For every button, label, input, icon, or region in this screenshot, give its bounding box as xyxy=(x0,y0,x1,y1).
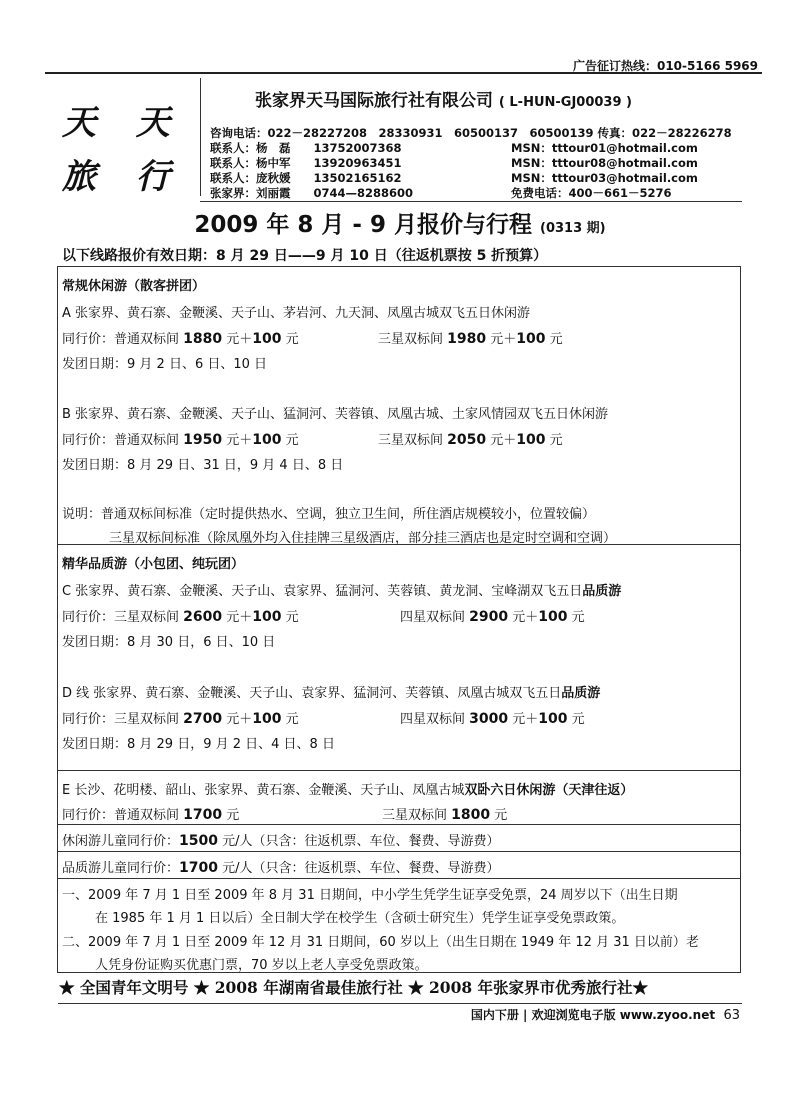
route-e-price xyxy=(62,804,239,823)
price-unit: 元 xyxy=(545,433,563,448)
price-unit: 元 xyxy=(567,712,585,727)
title-text: 2009 年 8 月 - 9 月报价与行程 xyxy=(194,212,532,238)
route-c-price-2 xyxy=(400,606,585,625)
price-unit: 元 xyxy=(545,332,563,347)
child-price-premium xyxy=(62,857,500,876)
price-extra: 100 xyxy=(252,432,282,448)
logo-line-2: 旅 行 xyxy=(62,157,184,197)
contact-person-3: 联系人：庞秋媛 13502165162 xyxy=(210,171,402,185)
price-unit: 元 xyxy=(490,808,508,823)
note-2-line-1: 二、2009 年 7 月 1 日至 2009 年 12 月 31 日期间，60 岁以上（出生日期在 1949 年 12 月 31 日以前）老 xyxy=(62,935,699,950)
top-rule xyxy=(45,72,762,74)
price-label: 同行价：三星双标间 xyxy=(62,610,184,625)
route-c-dates: 发团日期：8 月 30 日，6 日、10 日 xyxy=(62,635,276,650)
price-label: 三星双标间 xyxy=(382,808,452,823)
route-d-dates: 发团日期：8 月 29 日，9 月 2 日、4 日、8 日 xyxy=(62,737,335,752)
price-unit: 元＋ xyxy=(222,332,253,347)
route-e-price-2 xyxy=(382,804,507,823)
price-label: 同行价：普通双标间 xyxy=(62,808,184,823)
price-label: 同行价：普通双标间 xyxy=(62,332,184,347)
price-extra: 100 xyxy=(538,609,568,625)
route-a-price-2 xyxy=(378,328,563,347)
price-extra: 100 xyxy=(252,331,282,347)
price-unit: 元＋ xyxy=(222,712,253,727)
route-a-price xyxy=(62,328,299,347)
route-text: E 长沙、花明楼、韶山、张家界、黄石寨、金鞭溪、天子山、凤凰古城 xyxy=(62,783,465,798)
premium-title: 精华品质游（小包团、纯玩团） xyxy=(62,557,245,572)
route-type: 双卧六日休闲游（天津往返） xyxy=(464,783,634,798)
footer-rule xyxy=(58,1003,742,1004)
price-value: 2700 xyxy=(183,711,223,727)
route-c-desc xyxy=(62,580,621,599)
price-unit: 元 xyxy=(281,433,299,448)
route-b-desc: B 张家界、黄石寨、金鞭溪、天子山、猛洞河、芙蓉镇、凤凰古城、土家风情园双飞五日休闲游 xyxy=(62,407,609,422)
price-label: 四星双标间 xyxy=(400,712,470,727)
license-code: ( L-HUN-GJ00039 ) xyxy=(498,95,632,110)
price-label: 同行价：普通双标间 xyxy=(62,433,184,448)
child-price-leisure xyxy=(62,830,500,849)
page-title xyxy=(0,206,800,239)
price-unit: 元＋ xyxy=(222,610,253,625)
price-unit: 元＋ xyxy=(486,332,517,347)
contact-person-2: 联系人：杨中军 13920963451 xyxy=(210,156,402,170)
price-unit: 元 xyxy=(281,712,299,727)
price-unit: 元＋ xyxy=(222,433,253,448)
logo xyxy=(62,96,187,204)
page-info-text: 国内下册 | 欢迎浏览电子版 www.zyoo.net xyxy=(470,1008,716,1022)
child-price-value: 1500 xyxy=(179,833,218,849)
logo-divider xyxy=(200,78,201,196)
page-number: 63 xyxy=(723,1008,740,1023)
honors-banner: ★ 全国青年文明号 ★ 2008 年湖南省最佳旅行社 ★ 2008 年张家界市优秀旅行社★ xyxy=(59,978,649,997)
child-price-value: 1700 xyxy=(179,860,218,876)
route-e-desc xyxy=(62,779,633,798)
price-extra: 100 xyxy=(516,432,546,448)
route-d-desc xyxy=(62,682,600,701)
price-value: 1880 xyxy=(183,331,223,347)
route-text: D 线 张家界、黄石寨、金鞭溪、天子山、袁家界、猛洞河、芙蓉镇、凤凰古城双飞五日 xyxy=(62,686,562,701)
child-price-note: 元/人（只含：往返机票、车位、餐费、导游费） xyxy=(217,861,500,876)
price-unit: 元＋ xyxy=(508,712,539,727)
price-label: 三星双标间 xyxy=(378,332,448,347)
price-unit: 元＋ xyxy=(486,433,517,448)
price-value: 2050 xyxy=(447,432,487,448)
explain-three-star: 三星双标间标准（除凤凰外均入住挂牌三星级酒店，部分挂三酒店也是定时空调和空调） xyxy=(109,531,617,546)
child-price-note: 元/人（只含：往返机票、车位、餐费、导游费） xyxy=(217,834,500,849)
route-type: 品质游 xyxy=(561,686,601,701)
price-extra: 100 xyxy=(538,711,568,727)
price-value: 2600 xyxy=(183,609,223,625)
explain-standard: 说明：普通双标间标准（定时提供热水、空调，独立卫生间，所住酒店规模较小，位置较偏） xyxy=(62,507,596,522)
route-a-desc: A 张家界、黄石寨、金鞭溪、天子山、茅岩河、九天洞、凤凰古城双飞五日休闲游 xyxy=(62,306,531,321)
route-b-price-2 xyxy=(378,429,563,448)
route-text: C 张家界、黄石寨、金鞭溪、天子山、袁家界、猛洞河、芙蓉镇、黄龙洞、宝峰湖双飞五日 xyxy=(62,584,583,599)
route-b-dates: 发团日期：8 月 29 日、31 日，9 月 4 日、8 日 xyxy=(62,458,344,473)
msn-2: MSN：tttour08@hotmail.com xyxy=(511,156,698,170)
company-name xyxy=(255,86,632,111)
price-label: 三星双标间 xyxy=(378,433,448,448)
validity-note: 以下线路报价有效日期：8 月 29 日——9 月 10 日（往返机票按 5 折预算） xyxy=(62,248,548,264)
contact-phone: 咨询电话：022－28227208 28330931 60500137 60500139 传真：022－28226278 xyxy=(210,126,732,140)
contact-zjj: 张家界：刘丽霞 0744—8288600 xyxy=(210,186,414,200)
note-1-line-1: 一、2009 年 7 月 1 日至 2009 年 8 月 31 日期间，中小学生凭学生证享受免票，24 周岁以下（出生日期 xyxy=(62,888,678,903)
route-d-price-2 xyxy=(400,708,585,727)
header-rule xyxy=(200,201,742,202)
price-label: 同行价：三星双标间 xyxy=(62,712,184,727)
price-unit: 元 xyxy=(281,610,299,625)
price-unit: 元 xyxy=(222,808,240,823)
route-type: 品质游 xyxy=(582,584,622,599)
regular-title: 常规休闲游（散客拼团） xyxy=(62,279,206,294)
page-footer xyxy=(471,1006,740,1023)
price-extra: 100 xyxy=(252,711,282,727)
msn-3: MSN：tttour03@hotmail.com xyxy=(511,171,698,185)
child-price-label: 品质游儿童同行价： xyxy=(62,861,180,876)
note-1-line-2: 在 1985 年 1 月 1 日以后）全日制大学在校学生（含硕士研究生）凭学生证享受免票政策。 xyxy=(95,911,625,926)
price-unit: 元＋ xyxy=(508,610,539,625)
contact-person-1: 联系人：杨 磊 13752007368 xyxy=(210,141,402,155)
route-c-price xyxy=(62,606,299,625)
price-unit: 元 xyxy=(567,610,585,625)
price-value: 1700 xyxy=(183,807,223,823)
child-price-label: 休闲游儿童同行价： xyxy=(62,834,180,849)
company-title: 张家界天马国际旅行社有限公司 xyxy=(255,91,493,111)
price-extra: 100 xyxy=(252,609,282,625)
route-a-dates: 发团日期：9 月 2 日、6 日、10 日 xyxy=(62,357,268,372)
note-2-line-2: 人凭身份证购买优惠门票，70 岁以上老人享受免票政策。 xyxy=(95,958,428,973)
price-label: 四星双标间 xyxy=(400,610,470,625)
price-value: 1800 xyxy=(451,807,491,823)
price-value: 1980 xyxy=(447,331,487,347)
route-b-price xyxy=(62,429,299,448)
price-value: 3000 xyxy=(469,711,509,727)
route-d-price xyxy=(62,708,299,727)
price-value: 2900 xyxy=(469,609,509,625)
msn-1: MSN：tttour01@hotmail.com xyxy=(511,141,698,155)
price-value: 1950 xyxy=(183,432,223,448)
free-phone: 免费电话：400－661－5276 xyxy=(511,186,672,200)
price-extra: 100 xyxy=(516,331,546,347)
price-unit: 元 xyxy=(281,332,299,347)
ad-hotline: 广告征订热线：010-5166 5969 xyxy=(572,59,758,73)
issue-number: (0313 期) xyxy=(540,221,606,236)
logo-line-1: 天 天 xyxy=(62,103,184,143)
